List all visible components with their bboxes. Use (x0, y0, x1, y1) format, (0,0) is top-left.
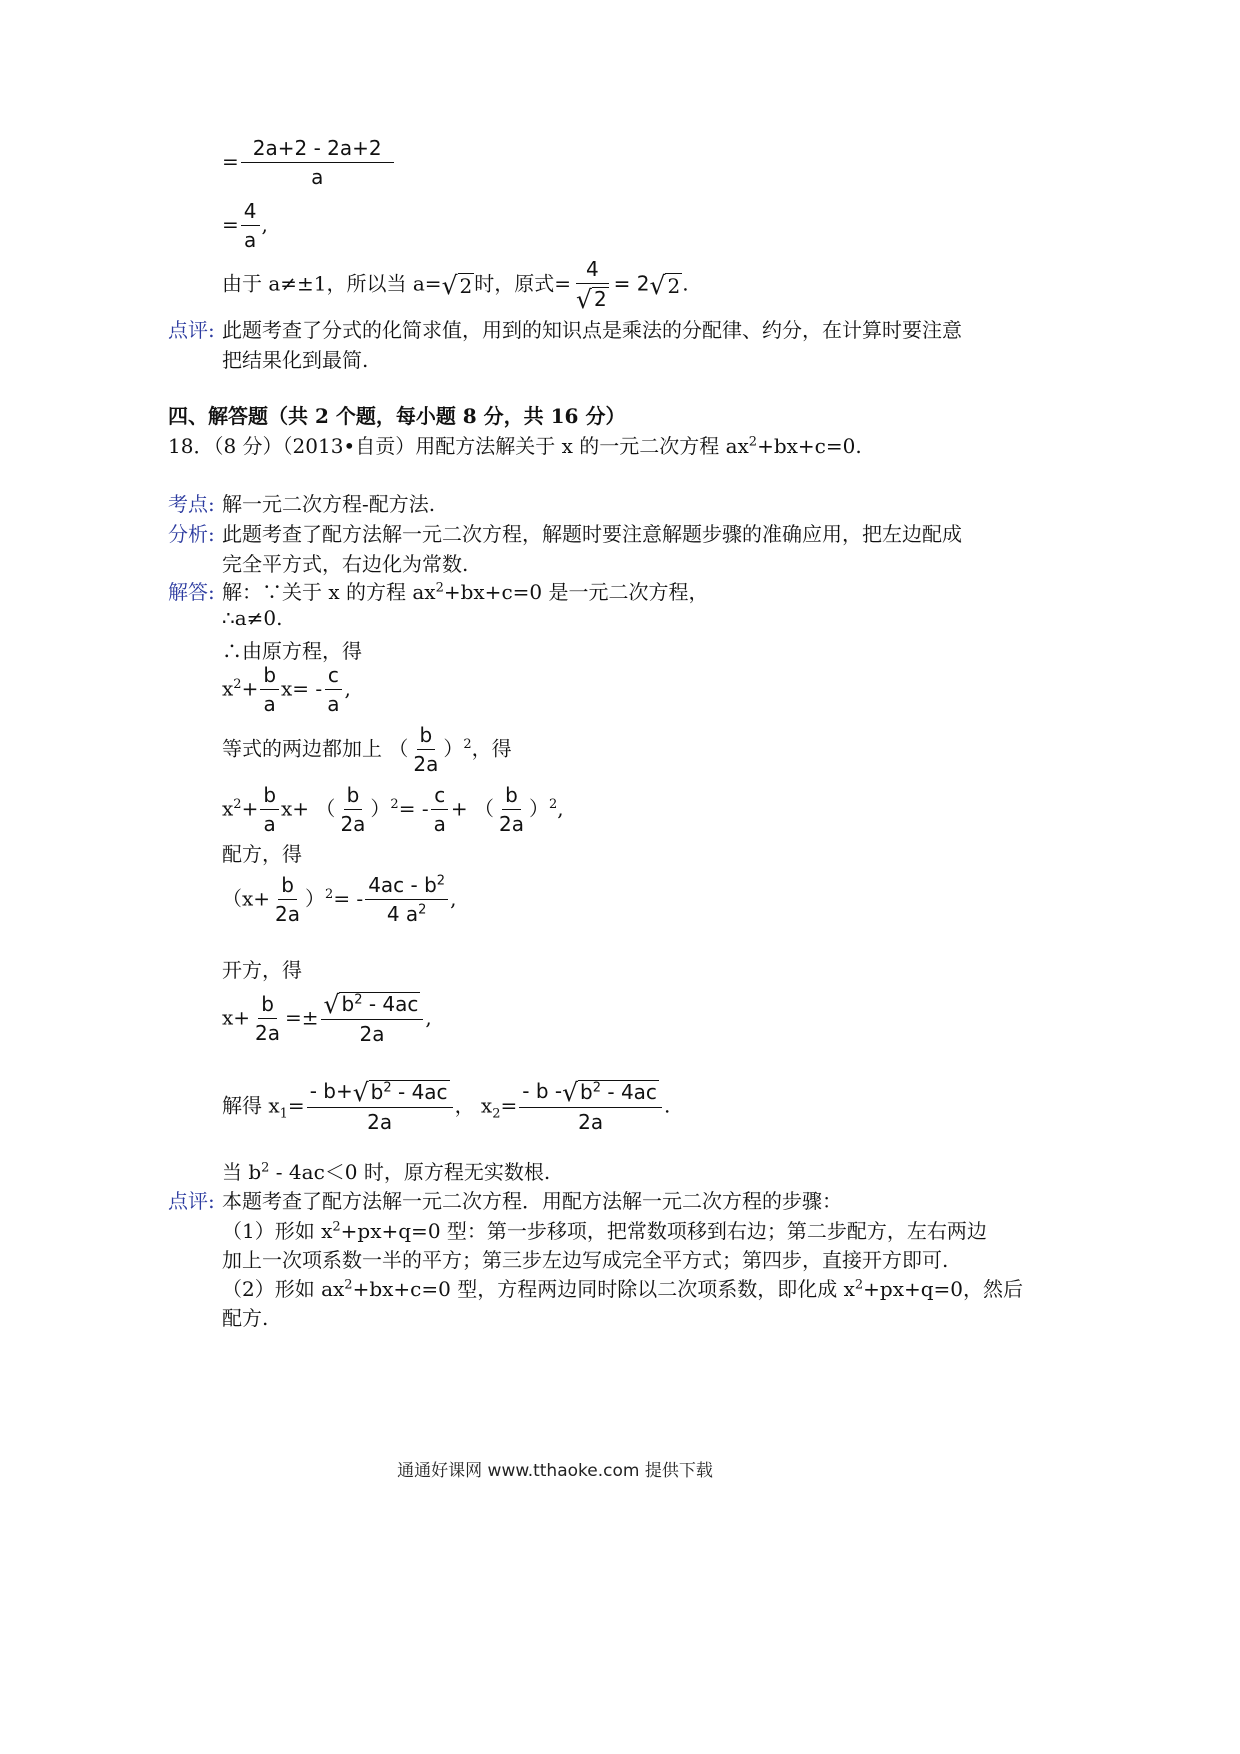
prev-eq1 (222, 137, 396, 189)
question-stem: 18．（8 分）（2013•自贡）用配方法解关于 x 的一元二次方程 $ax^2+bx+c=0$. (168, 434, 862, 458)
prev-eq2: = $\frac{4}{a}$ , (222, 199, 268, 252)
comment-line-2: 把结果化到最简. (222, 348, 369, 372)
solution-eq-8: （x+ $\frac{b}{2a}$ ）$^2$= - $\frac{4ac - b^2}{4 a^2}$ , (222, 873, 457, 926)
fraction: $\frac{b}{2a}$ (498, 783, 524, 836)
dianping-line-3: 加上一次项系数一半的平方；第三步左边写成完全平方式；第四步，直接开方即可. (222, 1248, 949, 1272)
fraction: $\frac{b}{2a}$ (413, 723, 439, 776)
page-footer: 通通好课网 www.tthaoke.com 提供下载 (397, 1461, 713, 1481)
sqrt: √ 2 (441, 270, 473, 300)
solution-eq-4: $x^2+$ $\frac{b}{a}$ x= - $\frac{c}{a}$ , (222, 663, 351, 716)
solution-eq-5: 等式的两边都加上 （ $\frac{b}{2a}$ ）$^2$，得 (222, 723, 512, 776)
fraction: $\frac{b}{a}$ (260, 664, 279, 716)
fraction: - b - √ $b^2 - 4ac$ 2a (519, 1080, 662, 1134)
fraction: √ $b^2 - 4ac$ 2a (321, 992, 424, 1046)
prev-since-line: 由于 a≠±1，所以当 a= √ 2 时，原式= 4 √ 2 = 2 √ 2 . (222, 257, 689, 314)
fraction: $\frac{c}{a}$ (431, 784, 449, 836)
dianping-line-5: 配方. (222, 1306, 269, 1330)
fraction: - b+ √ $b^2 - 4ac$ 2a (307, 1080, 453, 1134)
sqrt: √ $b^2 - 4ac$ (562, 1078, 657, 1107)
section-title: 四、解答题（共 2 个题，每小题 8 分，共 16 分） (168, 404, 626, 428)
solution-line-9: 开方，得 (222, 958, 302, 982)
equals-sign: = (222, 149, 239, 174)
fraction: $\frac{b}{2a}$ (340, 783, 366, 836)
sqrt: √ 2 (649, 270, 681, 300)
solution-eq-6: $x^2+$ $\frac{b}{a}$ x+ （ $\frac{b}{2a}$ ）$^2$= - $\frac{c}{a}$ + （ $\frac{b}{2a}$ ）$^2$, (222, 783, 564, 836)
fraction: $\frac{b}{a}$ (260, 784, 279, 836)
fraction: 4 √ 2 (573, 258, 612, 312)
kaodian-label: 考点: (168, 492, 215, 516)
fenxi-line-1: 此题考查了配方法解一元二次方程，解题时要注意解题步骤的准确应用，把左边配成 (222, 522, 962, 546)
solution-line-7: 配方，得 (222, 842, 302, 866)
solution-line-3: ∴由原方程，得 (222, 639, 362, 663)
dianping-line-4: （2）形如 $ax^2+bx+c=0$ 型，方程两边同时除以二次项系数，即化成 $x^2+px+q=0$，然后 (222, 1277, 1024, 1301)
solution-eq-11: 解得 $x_1=$ - b+ √ $b^2 - 4ac$ 2a ， $x_2=$ - b - √ $b^2 - 4ac$ 2a . (222, 1078, 671, 1134)
solution-line-2: ∴a≠0. (222, 606, 283, 630)
sqrt: √ $b^2 - 4ac$ (352, 1078, 448, 1107)
dianping-label: 点评: (168, 1189, 215, 1213)
fraction: $\frac{b}{2a}$ (255, 992, 281, 1045)
fraction: $\frac{4}{a}$ (241, 200, 260, 252)
fenxi-line-2: 完全平方式，右边化为常数. (222, 552, 469, 576)
kaodian-text: 解一元二次方程-配方法. (222, 492, 436, 516)
fraction: $\frac{c}{a}$ (324, 664, 342, 716)
dianping-line-2: （1）形如 $x^2+px+q=0$ 型：第一步移项，把常数项移到右边；第二步配方，左右两边 (222, 1219, 987, 1243)
fenxi-label: 分析: (168, 522, 215, 546)
fraction: $\frac{b}{2a}$ (275, 873, 301, 926)
comment-line-1: 此题考查了分式的化简求值，用到的知识点是乘法的分配律、约分，在计算时要注意 (222, 318, 962, 342)
dianping-line-1: 本题考查了配方法解一元二次方程．用配方法解一元二次方程的步骤： (222, 1189, 842, 1213)
jieda-label: 解答: (168, 580, 215, 604)
solution-line-1: 解：∵关于 x 的方程 $ax^2+bx+c=0$ 是一元二次方程， (222, 580, 709, 604)
comment-label: 点评: (168, 318, 215, 342)
solution-eq-10: x+ $\frac{b}{2a}$ =± √ $b^2 - 4ac$ 2a , (222, 990, 432, 1046)
fraction: $\frac{4ac - b^2}{4 a^2}$ (365, 874, 448, 926)
fraction: $\frac{2a+2 - 2a+2}{a}$ (241, 137, 394, 189)
sqrt: √ $b^2 - 4ac$ (323, 990, 419, 1019)
solution-line-12: 当 $b^2 - 4ac<0$ 时，原方程无实数根. (222, 1160, 551, 1184)
